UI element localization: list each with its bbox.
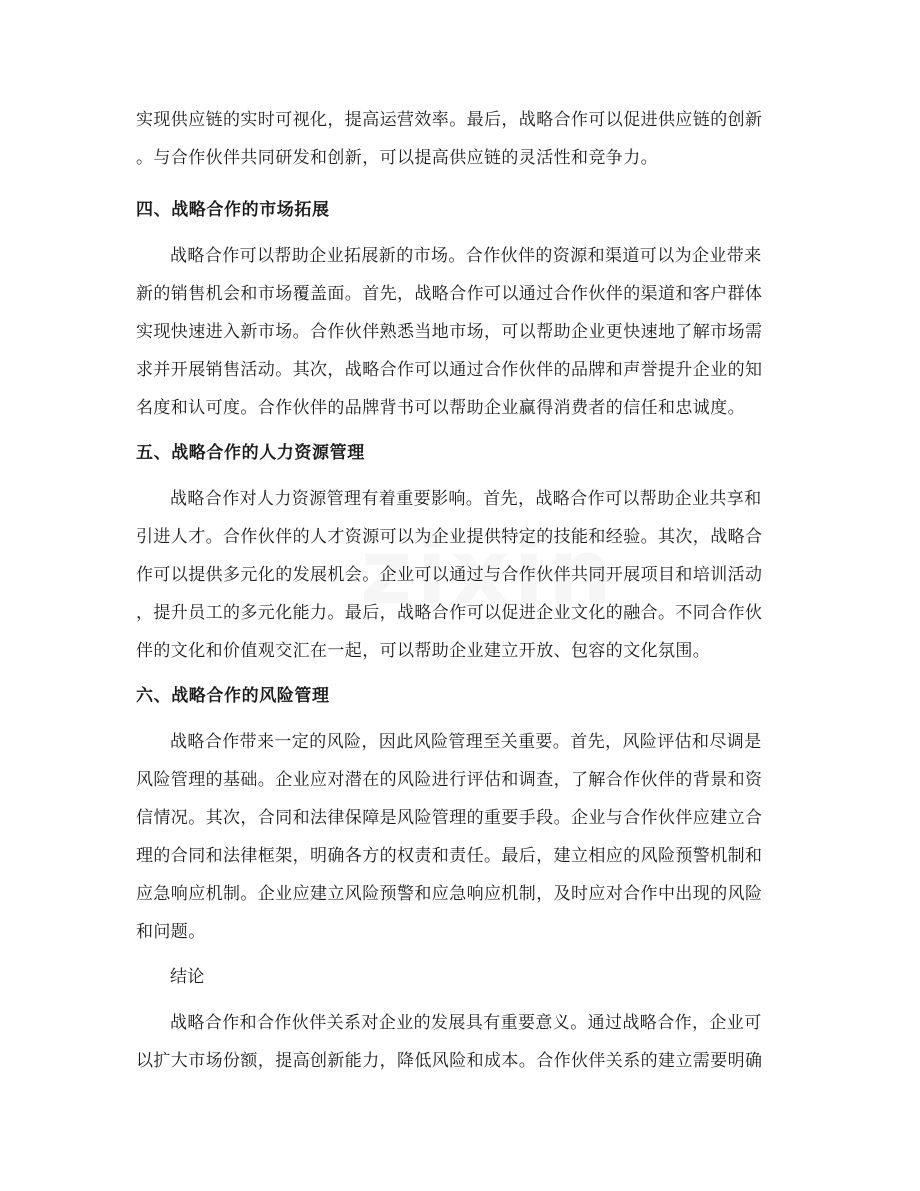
paragraph-line: 。与合作伙伴共同研发和创新，可以提高供应链的灵活性和竞争力。: [136, 148, 658, 168]
paragraph-line: 战略合作对人力资源管理有着重要影响。首先，战略合作可以帮助企业共享和: [170, 489, 762, 509]
paragraph-line: 战略合作和合作伙伴关系对企业的发展具有重要意义。通过战略合作，企业可: [170, 1013, 762, 1033]
conclusion-heading: 结论: [170, 967, 205, 987]
paragraph-line: 风险管理的基础。企业应对潜在的风险进行评估和调查，了解合作伙伴的背景和资: [136, 770, 763, 790]
paragraph-line: 引进人才。合作伙伴的人才资源可以为企业提供特定的技能和经验。其次，战略合: [136, 527, 763, 547]
paragraph-line: 实现快速进入新市场。合作伙伴熟悉当地市场，可以帮助企业更快速地了解市场需: [136, 322, 763, 342]
paragraph-line: 应急响应机制。企业应建立风险预警和应急响应机制，及时应对合作中出现的风险: [136, 884, 763, 904]
section-heading-5: 五、战略合作的人力资源管理: [136, 443, 365, 463]
paragraph-line: ，提升员工的多元化能力。最后，战略合作可以促进企业文化的融合。不同合作伙: [136, 603, 763, 623]
paragraph-line: 和问题。: [136, 922, 206, 942]
paragraph-line: 实现供应链的实时可视化，提高运营效率。最后，战略合作可以促进供应链的创新: [136, 110, 763, 130]
paragraph-line: 名度和认可度。合作伙伴的品牌背书可以帮助企业赢得消费者的信任和忠诚度。: [136, 398, 745, 418]
paragraph-line: 作可以提供多元化的发展机会。企业可以通过与合作伙伴共同开展项目和培训活动: [136, 565, 763, 585]
paragraph-line: 信情况。其次，合同和法律保障是风险管理的重要手段。企业与合作伙伴应建立合: [136, 808, 763, 828]
paragraph-line: 新的销售机会和市场覆盖面。首先，战略合作可以通过合作伙伴的渠道和客户群体: [136, 284, 763, 304]
paragraph-line: 理的合同和法律框架，明确各方的权责和责任。最后，建立相应的风险预警机制和: [136, 846, 763, 866]
paragraph-line: 求并开展销售活动。其次，战略合作可以通过合作伙伴的品牌和声誉提升企业的知: [136, 360, 763, 380]
section-heading-6: 六、战略合作的风险管理: [136, 686, 330, 706]
paragraph-line: 伴的文化和价值观交汇在一起，可以帮助企业建立开放、包容的文化氛围。: [136, 641, 711, 661]
paragraph-line: 战略合作可以帮助企业拓展新的市场。合作伙伴的资源和渠道可以为企业带来: [170, 246, 762, 266]
section-heading-4: 四、战略合作的市场拓展: [136, 200, 330, 220]
paragraph-line: 以扩大市场份额，提高创新能力，降低风险和成本。合作伙伴关系的建立需要明确: [136, 1051, 763, 1071]
paragraph-line: 战略合作带来一定的风险，因此风险管理至关重要。首先，风险评估和尽调是: [170, 732, 762, 752]
